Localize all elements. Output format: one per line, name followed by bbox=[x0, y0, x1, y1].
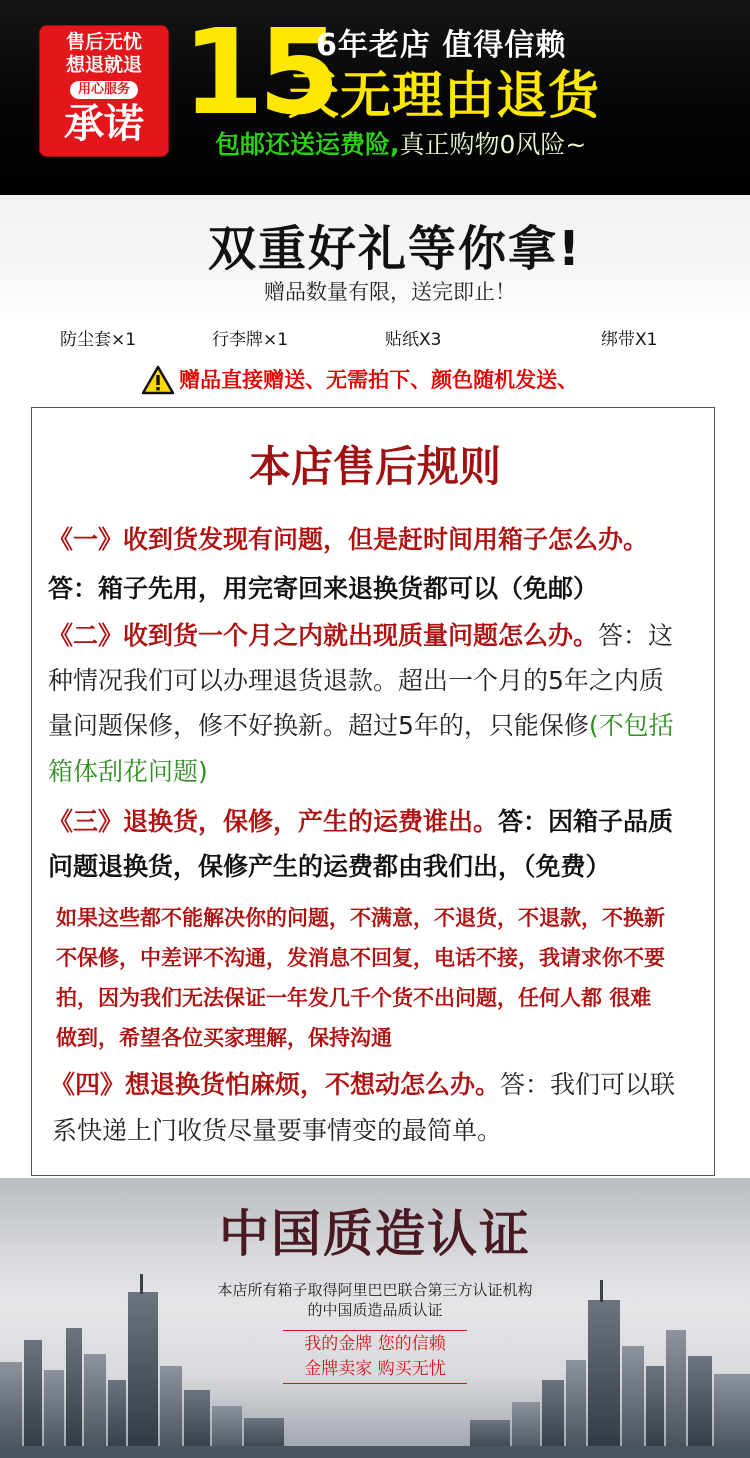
top-banner bbox=[0, 0, 750, 195]
promise-divider-top bbox=[283, 1330, 467, 1331]
promise-line1: 我的金牌 您的信赖 bbox=[304, 1334, 446, 1354]
warning-line-3: 拍，因为我们无法保证一年发几千个货不出问题，任何人都 很难 bbox=[56, 986, 652, 1010]
rule-a3-line2: 问题退换货，保修产生的运费都由我们出，（免费） bbox=[48, 852, 611, 881]
badge-big-text: 承诺 bbox=[64, 101, 144, 147]
rules-title: 本店售后规则 bbox=[248, 442, 501, 491]
return-policy-headline: 天无理由退货 bbox=[288, 67, 601, 126]
free-shipping-line bbox=[215, 128, 586, 162]
gift-item-dust-cover: 防尘套×1 bbox=[60, 330, 137, 350]
certification-title: 中国质造认证 bbox=[219, 1205, 531, 1263]
free-shipping-text: 包邮还送运费险, bbox=[215, 130, 400, 159]
zero-risk-text: 真正购物0风险~ bbox=[399, 130, 587, 159]
rule-a2-exclusion-cont: 箱体刮花问题) bbox=[48, 757, 208, 786]
rule-q3: 《三》退换货，保修，产生的运费谁出。 bbox=[48, 807, 499, 836]
rule-a2-exclusion: (不包括 bbox=[588, 711, 674, 740]
promise-badge bbox=[39, 25, 169, 157]
warning-icon bbox=[142, 365, 174, 395]
rule-q4-line bbox=[50, 1062, 675, 1107]
gift-title: 双重好礼等你拿! bbox=[208, 221, 582, 277]
rule-q2: 《二》收到货一个月之内就出现质量问题怎么办。 bbox=[48, 621, 599, 650]
rule-a2-start: 答：这 bbox=[598, 621, 674, 650]
rule-q4: 《四》想退换货怕麻烦，不想动怎么办。 bbox=[50, 1070, 501, 1099]
warning-line-1: 如果这些都不能解决你的问题，不满意，不退货，不退款，不换新 bbox=[56, 906, 665, 930]
promise-divider-bottom bbox=[283, 1383, 467, 1384]
badge-line2: 想退就退 bbox=[65, 54, 142, 76]
rule-a2-line2: 种情况我们可以办理退货退款。超出一个月的5年之内质 bbox=[48, 666, 664, 695]
rule-a1: 答：箱子先用，用完寄回来退换货都可以（免邮） bbox=[48, 574, 599, 603]
rule-a4-line2: 系快递上门收货尽量要事情变的最简单。 bbox=[52, 1116, 503, 1145]
gift-item-sticker: 贴纸X3 bbox=[385, 330, 442, 350]
rule-a3-start: 答：因箱子品质 bbox=[498, 807, 674, 836]
store-slogan: 6年老店 值得信赖 bbox=[316, 28, 567, 63]
certification-desc-line1: 本店所有箱子取得阿里巴巴联合第三方认证机构 bbox=[217, 1281, 533, 1299]
gift-notice-text: 赠品直接赠送、无需拍下、颜色随机发送、 bbox=[179, 368, 579, 392]
gift-item-luggage-tag: 行李牌×1 bbox=[212, 330, 289, 350]
promise-line2: 金牌卖家 购买无忧 bbox=[304, 1359, 446, 1379]
rule-q2-line bbox=[48, 613, 673, 658]
gift-subtitle: 赠品数量有限，送完即止！ bbox=[264, 280, 516, 304]
certification-desc-line2: 的中国质造品质认证 bbox=[307, 1301, 443, 1319]
gift-notice bbox=[142, 365, 578, 397]
warning-line-2: 不保修，中差评不沟通，发消息不回复，电话不接，我请求你不要 bbox=[56, 946, 665, 970]
gift-item-strap: 绑带X1 bbox=[601, 330, 658, 350]
big-number: 15 bbox=[182, 3, 335, 141]
rule-a2-line3-wrap bbox=[48, 703, 674, 748]
badge-pill: 用心服务 bbox=[70, 81, 138, 99]
rule-q1: 《一》收到货发现有问题，但是赶时间用箱子怎么办。 bbox=[48, 525, 649, 554]
rule-q3-line bbox=[48, 799, 673, 844]
rule-a2-line3: 量问题保修，修不好换新。超过5年的，只能保修 bbox=[48, 711, 589, 740]
gold-seller-promise bbox=[0, 1332, 750, 1382]
warning-line-4: 做到，希望各位买家理解，保持沟通 bbox=[56, 1026, 392, 1050]
rule-a4-start: 答：我们可以联 bbox=[500, 1070, 676, 1099]
badge-line1: 售后无忧 bbox=[65, 31, 142, 53]
